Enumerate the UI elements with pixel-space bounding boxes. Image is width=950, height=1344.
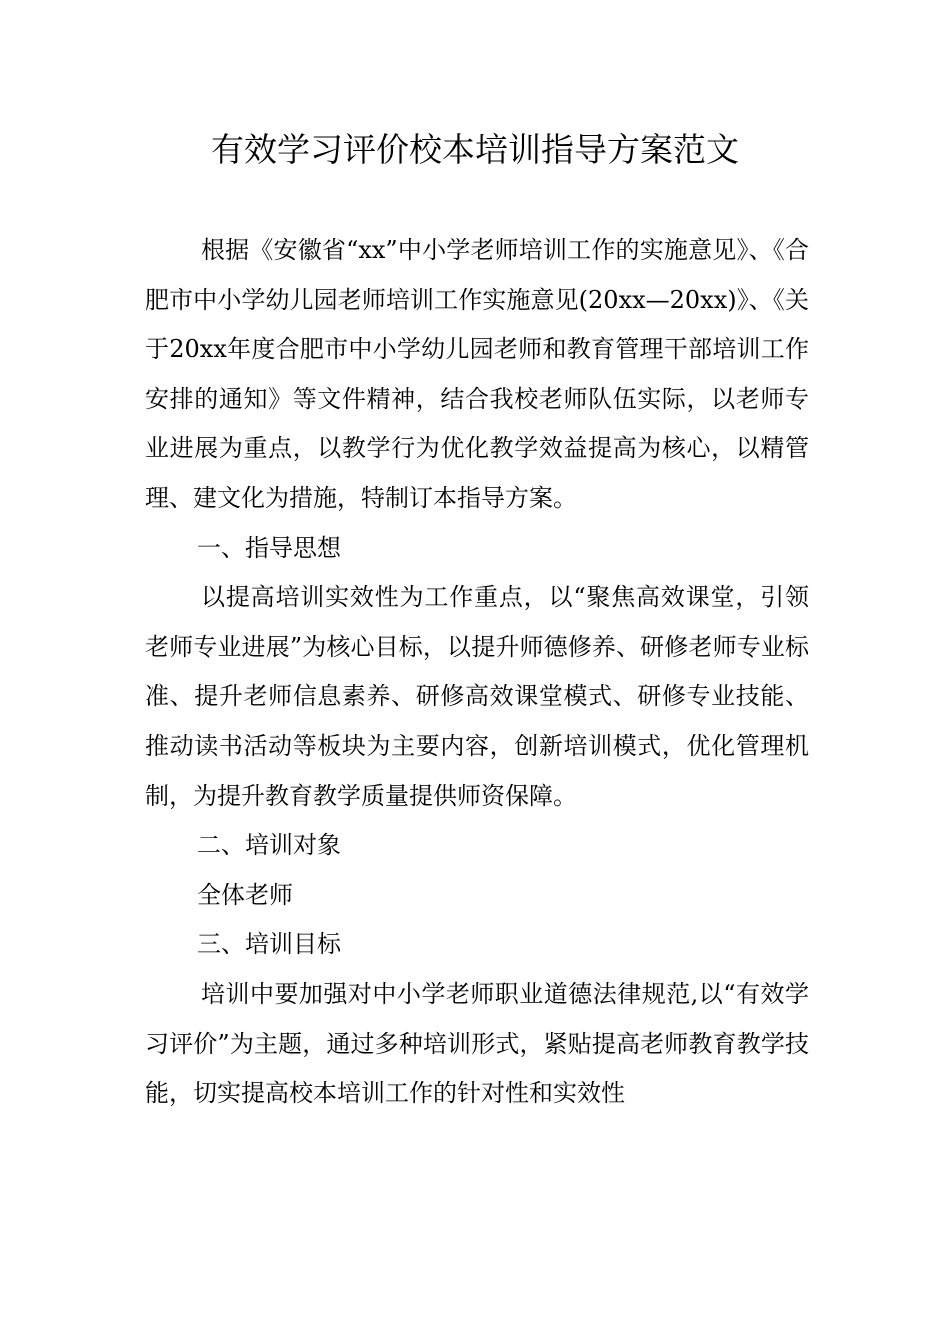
section-heading-guiding-ideology: 一、指导思想 [197,533,341,562]
paragraph-training-goals: 培训中要加强对中小学老师职业道德法律规范,以“有效学习评价”为主题，通过多种培训形式，紧贴提高老师教育教学技能，切实提高校本培训工作的针对性和实效性 [145,979,809,1108]
paragraph-training-audience: 全体老师 [197,880,293,909]
document-body [145,226,809,1119]
section-heading-training-goals: 三、培训目标 [197,930,341,959]
paragraph-guiding-ideology: 以提高培训实效性为工作重点，以“聚焦高效课堂，引领老师专业进展”为核心目标，以提升师德修养、研修老师专业标准、提升老师信息素养、研修高效课堂模式、研修专业技能、推动读书活动等板块为主要内容，创新培训模式，优化管理机制，为提升教育教学质量提供师资保障。 [145,583,809,810]
paragraph-intro: 根据《安徽省“xx”中小学老师培训工作的实施意见》、《合肥市中小学幼儿园老师培训工作实施意见(20xx—20xx)》、《关于20xx年度合肥市中小学幼儿园老师和教育管理干部培训工作安排的通知》等文件精神，结合我校老师队伍实际，以老师专业进展为重点，以教学行为优化教学效益提高为核心，以精管理、建文化为措施，特制订本指导方案。 [145,236,809,512]
section-heading-training-audience: 二、培训对象 [197,831,341,860]
document-title: 有效学习评价校本培训指导方案范文 [211,130,739,169]
